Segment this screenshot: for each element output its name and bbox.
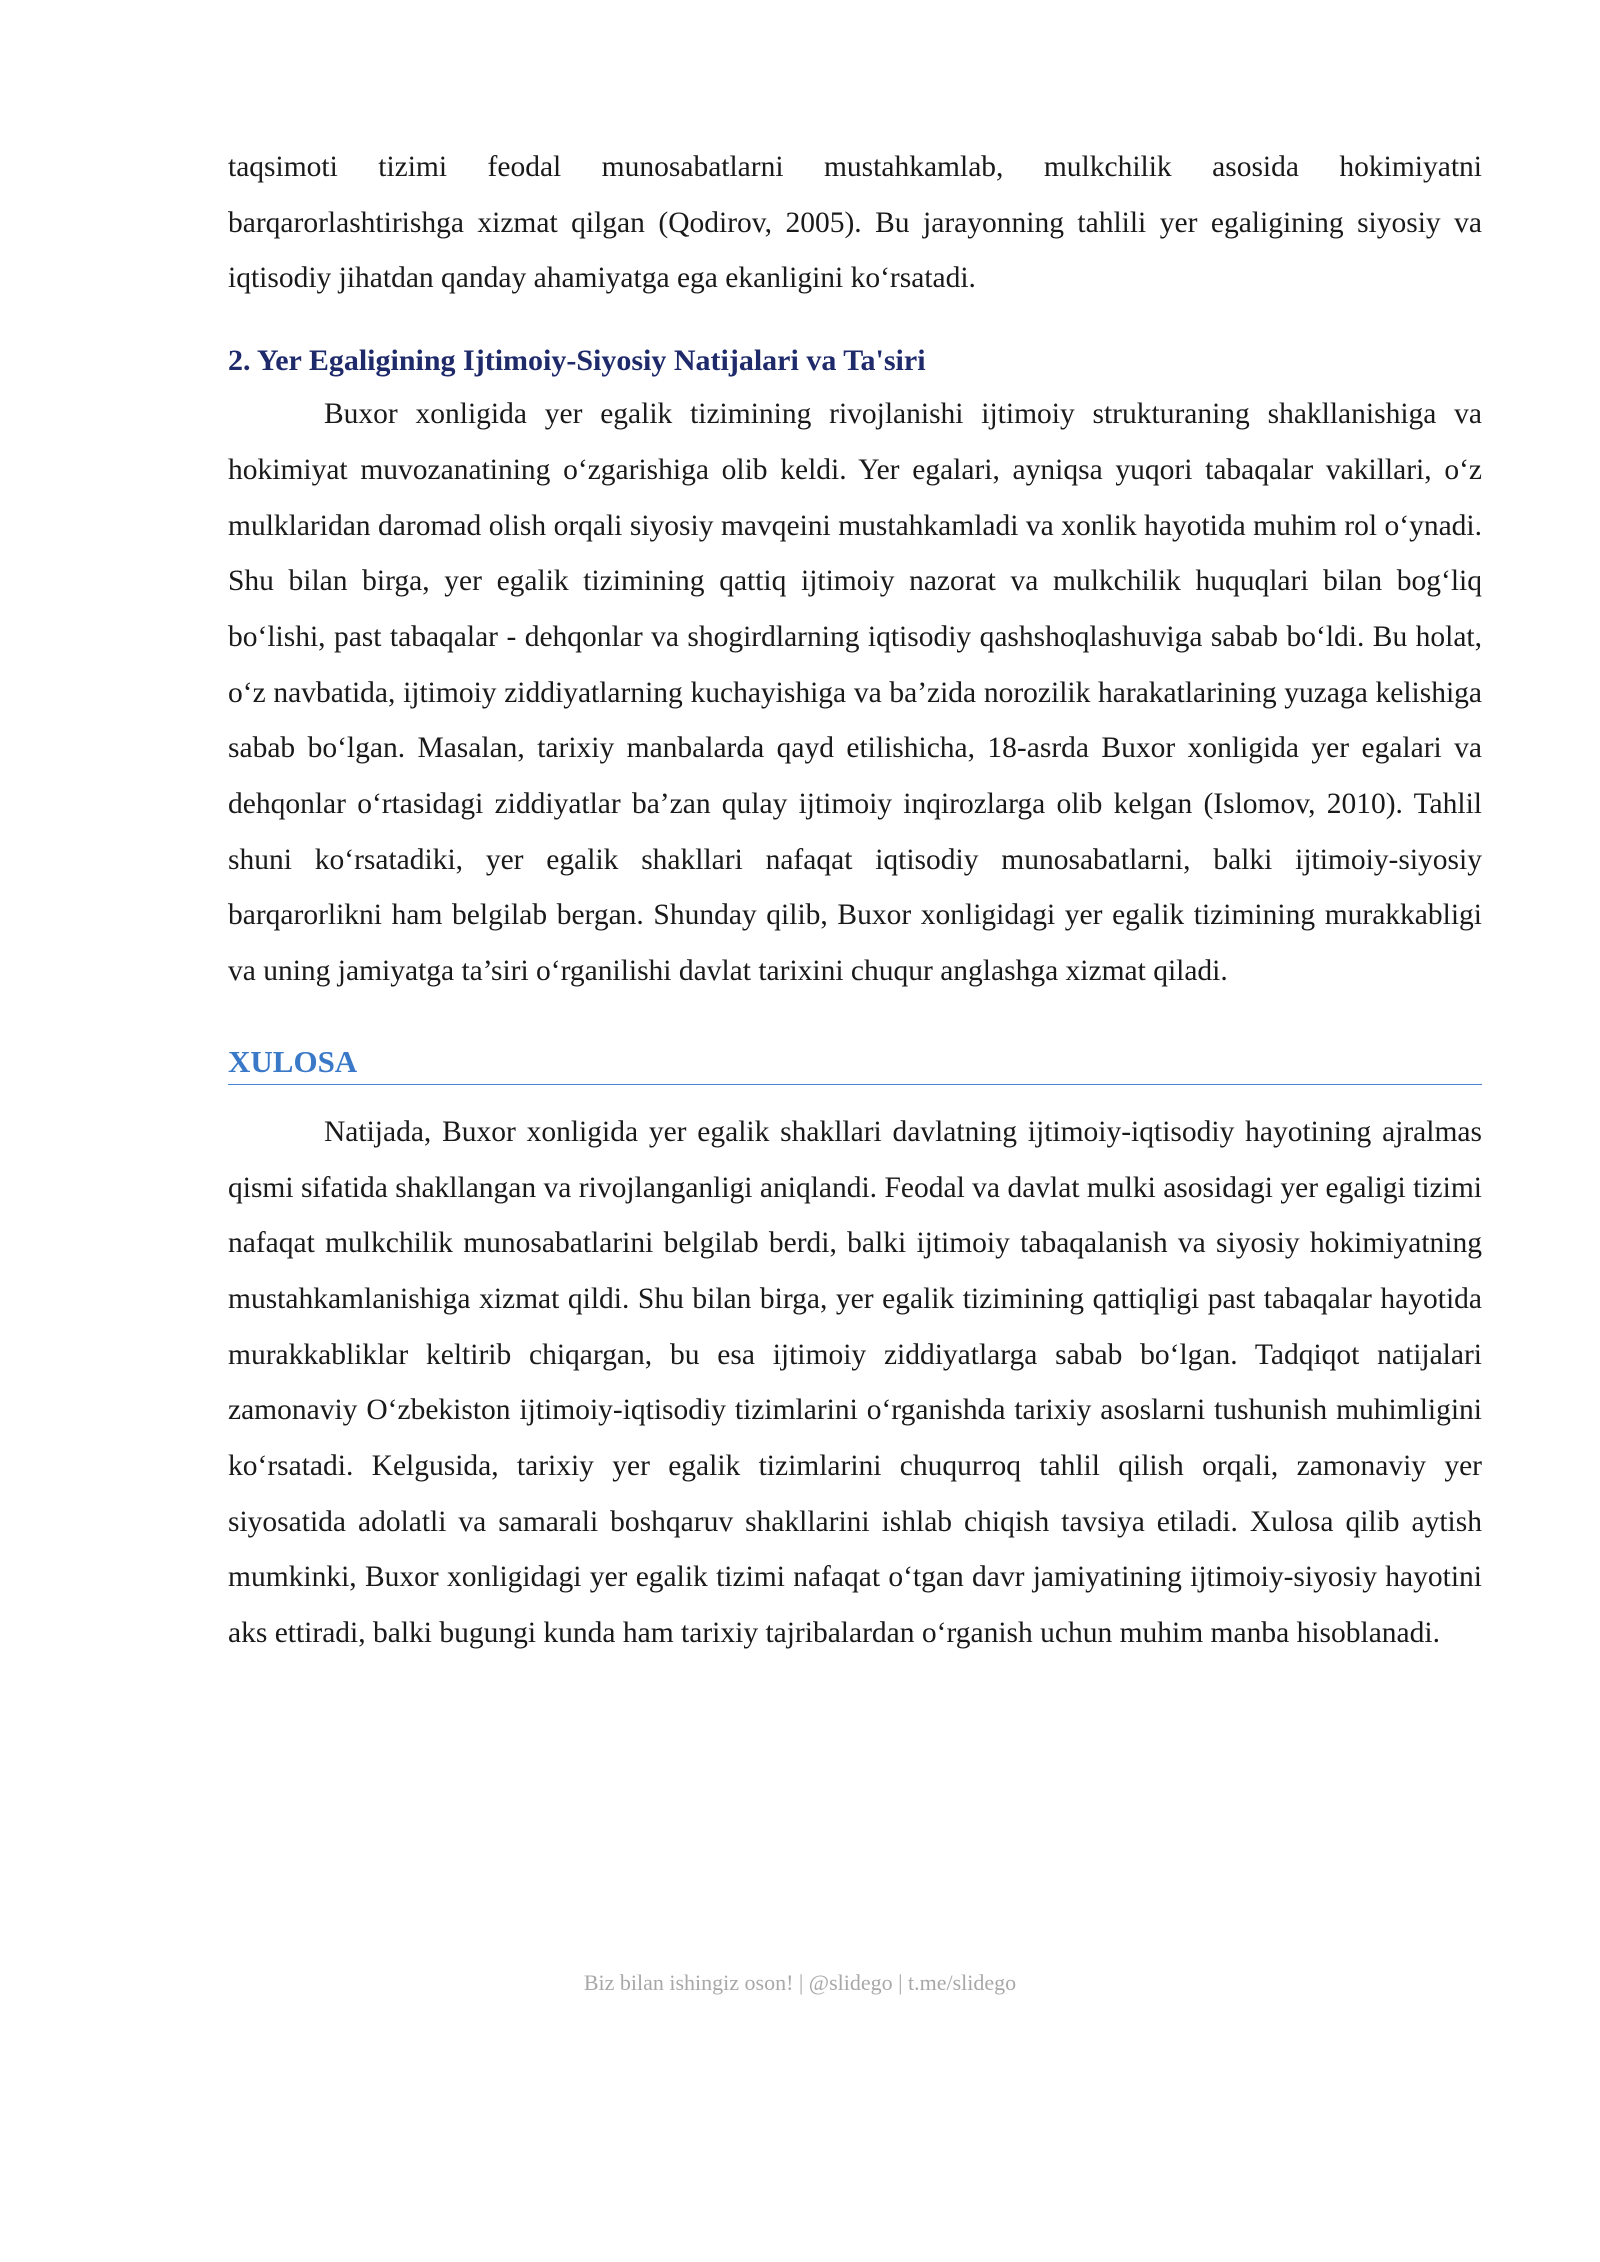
document-page: [228, 140, 1482, 1662]
section-paragraph: Buxor xonligida yer egalik tizimining rivojlanishi ijtimoiy strukturaning shakllanishiga va hokimiyat muvozanatining o‘zgarishiga olib keldi. Yer egalari, ayniqsa yuqori tabaqalar vakillari, o‘z mulklaridan daromad olish orqali siyosiy mavqeini mustahkamladi va xonlik hayotida muhim rol o‘ynadi. Shu bilan birga, yer egalik tizimining qattiq ijtimoiy nazorat va mulkchilik huquqlari bilan bog‘liq bo‘lishi, past tabaqalar - dehqonlar va shogirdlarning iqtisodiy qashshoqlashuviga sabab bo‘ldi. Bu holat, o‘z navbatida, ijtimoiy ziddiyatlarning kuchayishiga va ba’zida norozilik harakatlarining yuzaga kelishiga sabab bo‘lgan. Masalan, tarixiy manbalarda qayd etilishicha, 18-asrda Buxor xonligida yer egalari va dehqonlar o‘rtasidagi ziddiyatlar ba’zan qulay ijtimoiy inqirozlarga olib kelgan (Islomov, 2010). Tahlil shuni ko‘rsatadiki, yer egalik shakllari nafaqat iqtisodiy munosabatlarni, balki ijtimoiy-siyosiy barqarorlikni ham belgilab bergan. Shunday qilib, Buxor xonligidagi yer egalik tizimining murakkabligi va uning jamiyatga ta’siri o‘rganilishi davlat tarixini chuqur anglashga xizmat qiladi.: [228, 398, 1482, 988]
section-heading: 2. Yer Egaligining Ijtimoiy-Siyosiy Natijalari va Ta'siri: [228, 344, 926, 378]
conclusion-paragraph: Natijada, Buxor xonligida yer egalik shakllari davlatning ijtimoiy-iqtisodiy hayotining ajralmas qismi sifatida shakllangan va rivojlanganligi aniqlandi. Feodal va davlat mulki asosidagi yer egaligi tizimi nafaqat mulkchilik munosabatlarini belgilab berdi, balki ijtimoiy tabaqalanish va siyosiy hokimiyatning mustahkamlanishiga xizmat qildi. Shu bilan birga, yer egalik tizimining qattiqligi past tabaqalar hayotida murakkabliklar keltirib chiqargan, bu esa ijtimoiy ziddiyatlarga sabab bo‘lgan. Tadqiqot natijalari zamonaviy O‘zbekiston ijtimoiy-iqtisodiy tizimlarini o‘rganishda tarixiy asoslarni tushunish muhimligini ko‘rsatadi. Kelgusida, tarixiy yer egalik tizimlarini chuqurroq tahlil qilish orqali, zamonaviy yer siyosatida adolatli va samarali boshqaruv shakllarini ishlab chiqish tavsiya etiladi. Xulosa qilib aytish mumkinki, Buxor xonligidagi yer egalik tizimi nafaqat o‘tgan davr jamiyatining ijtimoiy-siyosiy hayotini aks ettiradi, balki bugungi kunda ham tarixiy tajribalardan o‘rganish uchun muhim manba hisoblanadi.: [228, 1115, 1482, 1650]
conclusion-heading: XULOSA: [228, 1040, 1482, 1085]
page-footer: Biz bilan ishingiz oson! | @slidego | t.me/slidego: [583, 1970, 1017, 1995]
intro-paragraph: taqsimoti tizimi feodal munosabatlarni mustahkamlab, mulkchilik asosida hokimiyatni barqarorlashtirishga xizmat qilgan (Qodirov, 2005). Bu jarayonning tahlili yer egaligining siyosiy va iqtisodiy jihatdan qanday ahamiyatga ega ekanligini ko‘rsatadi.: [228, 151, 1482, 295]
